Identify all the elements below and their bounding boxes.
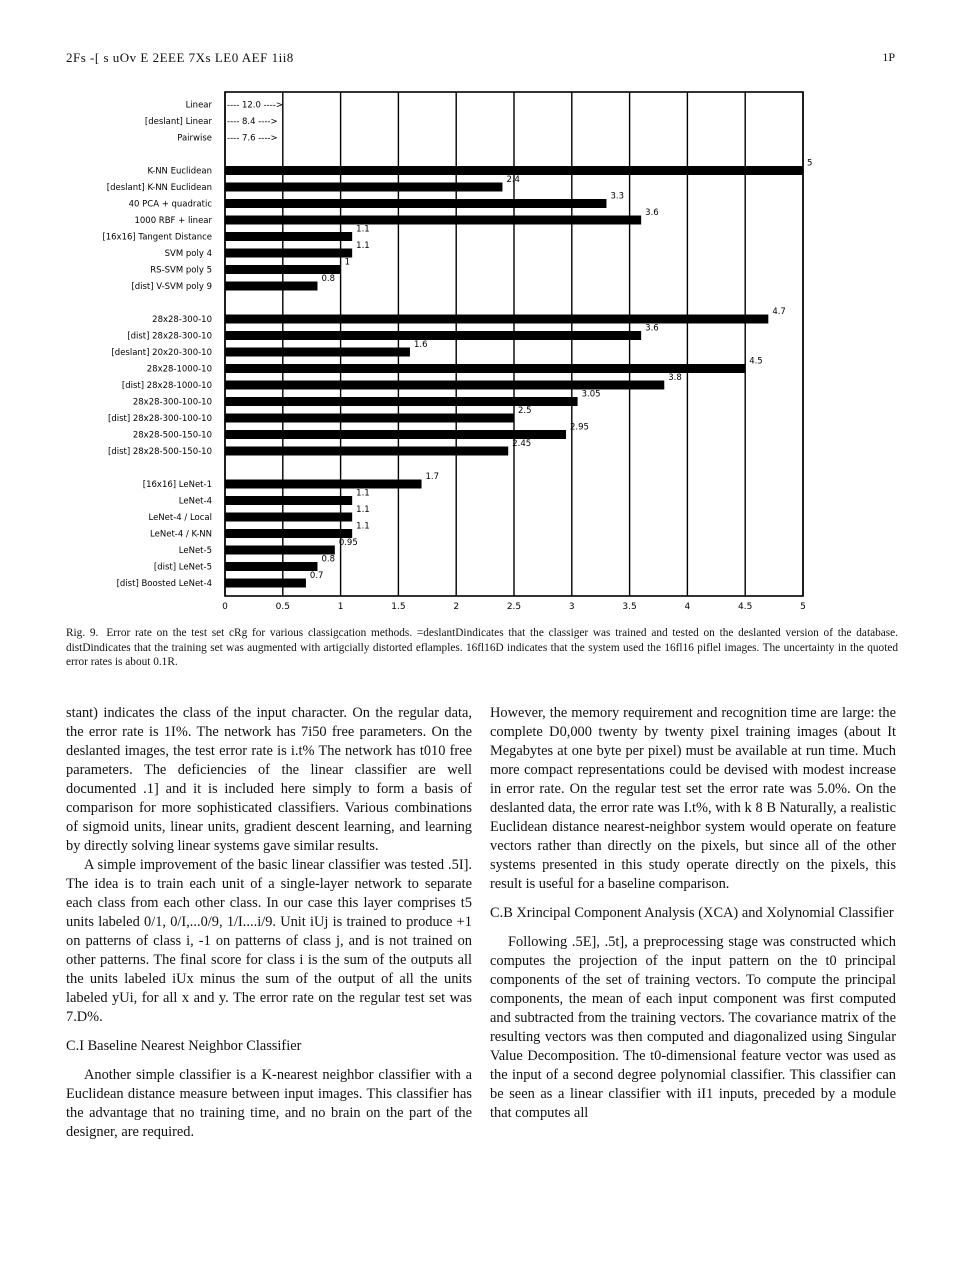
value-label: 3.6 [645,208,659,218]
bar [225,282,317,291]
category-label: Pairwise [177,133,212,144]
x-tick-label: 0.5 [275,602,290,612]
category-label: 28x28-500-150-10 [132,430,212,441]
x-tick-label: 5 [800,602,806,612]
category-label: LeNet-5 [178,546,212,557]
category-label: [dist] 28x28-1000-10 [121,381,212,392]
category-label: 28x28-1000-10 [146,364,212,375]
value-label: 2.95 [570,422,589,433]
category-label: LeNet-4 [178,496,212,507]
bar [225,166,803,175]
value-label: 1.1 [356,488,370,499]
bar [225,513,352,522]
bar [225,397,578,406]
bar [225,199,606,208]
left-column [66,704,472,1142]
category-label: [16x16] Tangent Distance [102,232,212,243]
page-number: 1P [882,50,895,64]
left-paragraph-3: Another simple classifier is a K-nearest neighbor classifier with a Euclidean distance measure between input images. This classifier has the advantage that no training time, and no brain on the part of the designer, are required. [66,1067,472,1140]
x-tick-label: 1.5 [391,602,406,612]
value-label: 1 [344,257,351,268]
category-label: Linear [185,100,212,111]
off-scale-value-label: ---- 7.6 ----> [227,133,278,144]
category-label: LeNet-4 / Local [148,513,212,524]
bar [225,579,306,588]
category-label: 40 PCA + quadratic [128,199,212,210]
figure-caption [66,626,898,670]
category-label: [deslant] Linear [144,117,212,128]
caption-text: Error rate on the test set cRg for various classigcation methods. =deslantDindicates that the classiger was trained and tested on the deslanted version of the database. distDindicates that the training set was augmented with artigcially distorted eflamples. 16fl16D indicates that the system used the 16fl16 piflel images. The uncertainty in the quoted error rates is about 0.1R. [66,627,898,668]
bar [225,232,352,241]
value-label: 3.6 [645,323,659,334]
x-tick-label: 4.5 [738,602,753,612]
value-label: 0.95 [338,538,358,548]
bar [225,331,641,340]
category-label: LeNet-4 / K-NN [150,529,212,540]
category-label: K-NN Euclidean [147,166,212,177]
category-label: [dist] 28x28-300-10 [127,331,212,342]
running-title: 2Fs -[ s uOv E 2EEE 7Xs LE0 AEF 1ii8 [66,50,294,65]
bar [225,348,410,357]
caption-label: Rig. 9. [66,627,99,639]
category-label: [dist] LeNet-5 [153,562,212,573]
value-label: 3.3 [610,191,625,202]
category-label: SVM poly 4 [164,249,212,260]
section-heading-baseline-nn: C.I Baseline Nearest Neighbor Classifier [66,1038,302,1054]
x-tick-label: 1 [337,602,344,612]
category-label: 28x28-300-100-10 [132,397,212,408]
bar [225,447,508,456]
value-label: 2.4 [506,175,520,185]
category-label: [16x16] LeNet-1 [142,480,212,491]
category-label: 28x28-300-10 [152,315,212,326]
value-label: 1.1 [356,241,370,251]
bar [225,496,352,505]
category-label: [dist] 28x28-500-150-10 [108,447,212,458]
value-label: 0.8 [321,274,336,284]
bar [225,364,745,373]
bar [225,249,352,258]
x-tick-label: 3.5 [622,602,637,612]
category-label: 1000 RBF + linear [134,216,212,227]
x-tick-label: 4 [684,602,691,612]
section-heading-pca: C.B Xrincipal Component Analysis (XCA) and Xolynomial Classifier [490,905,894,921]
off-scale-value-label: ---- 8.4 ----> [227,117,278,128]
value-label: 1.1 [356,224,370,235]
value-label: 1.6 [413,340,428,350]
bar [225,480,422,489]
bar [225,315,768,324]
right-paragraph-1: However, the memory requirement and recognition time are large: the complete D0,000 twenty by twenty pixel training images (about It Megabytes at one byte per pixel) must be available at run time. Much more compact representations could be devised with modest increase in error rate. On the regular test set the error rate was 5.0%. On the deslanted data, the error rate was I.t%, with k 8 B Naturally, a realistic Euclidean distance nearest-neighbor system would operate on feature vectors rather than directly on the pixels, but since all of the other systems presented in this study operate directly on the pixels, this result is useful for a baseline comparison. [490,705,896,892]
off-scale-value-label: ---- 12.0 ----> [227,100,283,111]
left-paragraph-2: A simple improvement of the basic linear classifier was tested .5I]. The idea is to train each unit of a single-layer network to separate each class from each other class. In our case this layer comprises t5 units labeled 0/1, 0/I,...0/9, 1/I....i/9. Unit iUj is trained to produce +1 on patterns of class i, -1 on patterns of class j, and is not trained on other patterns. The final score for class i is the sum of the outputs all the units labeled iUx minus the sum of the output of all the units labeled yUi, for all x and y. The error rate on the regular test set was 7.D%. [66,857,472,1025]
right-column [490,704,896,1123]
value-label: 5 [807,158,813,169]
bar [225,381,664,390]
value-label: 1.1 [356,505,370,515]
value-label: 2.5 [518,406,532,416]
x-tick-label: 2 [453,602,460,612]
category-label: RS-SVM poly 5 [150,265,212,276]
x-tick-label: 0 [222,602,228,612]
category-label: [deslant] K-NN Euclidean [106,183,212,194]
bar [225,265,341,274]
bar [225,430,566,439]
category-label: [dist] V-SVM poly 9 [131,282,212,293]
bar [225,562,317,571]
category-label: [dist] Boosted LeNet-4 [116,579,212,590]
value-label: 3.05 [581,389,601,400]
value-label: 2.45 [512,439,532,449]
right-paragraph-2: Following .5E], .5t], a preprocessing stage was constructed which computes the projection of the input pattern on the t0 principal components of the set of training vectors. To compute the principal components, the mean of each input component was first computed and subtracted from the training vectors. The covariance matrix of the resulting vectors was then computed and diagonalized using Singular Value Decomposition. The t0-dimensional feature vector was used as the input of a second degree polynomial classifier. This classifier can be seen as a linear classifier with iI1 inputs, preceded by a module that computes all [490,934,896,1121]
value-label: 1.1 [356,521,370,532]
value-label: 3.8 [668,373,682,383]
value-label: 0.8 [321,554,336,565]
bar [225,414,514,423]
bar [225,216,641,225]
value-label: 0.7 [309,571,324,581]
value-label: 4.5 [749,356,763,367]
x-tick-label: 3 [568,602,575,612]
category-label: [dist] 28x28-300-100-10 [108,414,212,425]
bar [225,183,502,192]
category-label: [deslant] 20x20-300-10 [111,348,212,359]
bar [225,529,352,538]
left-paragraph-1: stant) indicates the class of the input character. On the regular data, the error rate is 1I%. The network has 7i50 free parameters. On the deslanted images, the test error rate is i.t% The network has t010 free parameters. The deficiencies of the linear classifier are well documented .1] and it is included here simply to form a basis of comparison for more sophisticated classifiers. Various combinations of sigmoid units, linear units, gradient descent learning, and learning by directly solving linear systems gave similar results. [66,705,472,854]
value-label: 1.7 [425,472,440,482]
x-tick-label: 2.5 [506,602,522,612]
error-rate-bar-chart [66,80,826,620]
value-label: 4.7 [772,307,786,317]
bar [225,546,335,555]
